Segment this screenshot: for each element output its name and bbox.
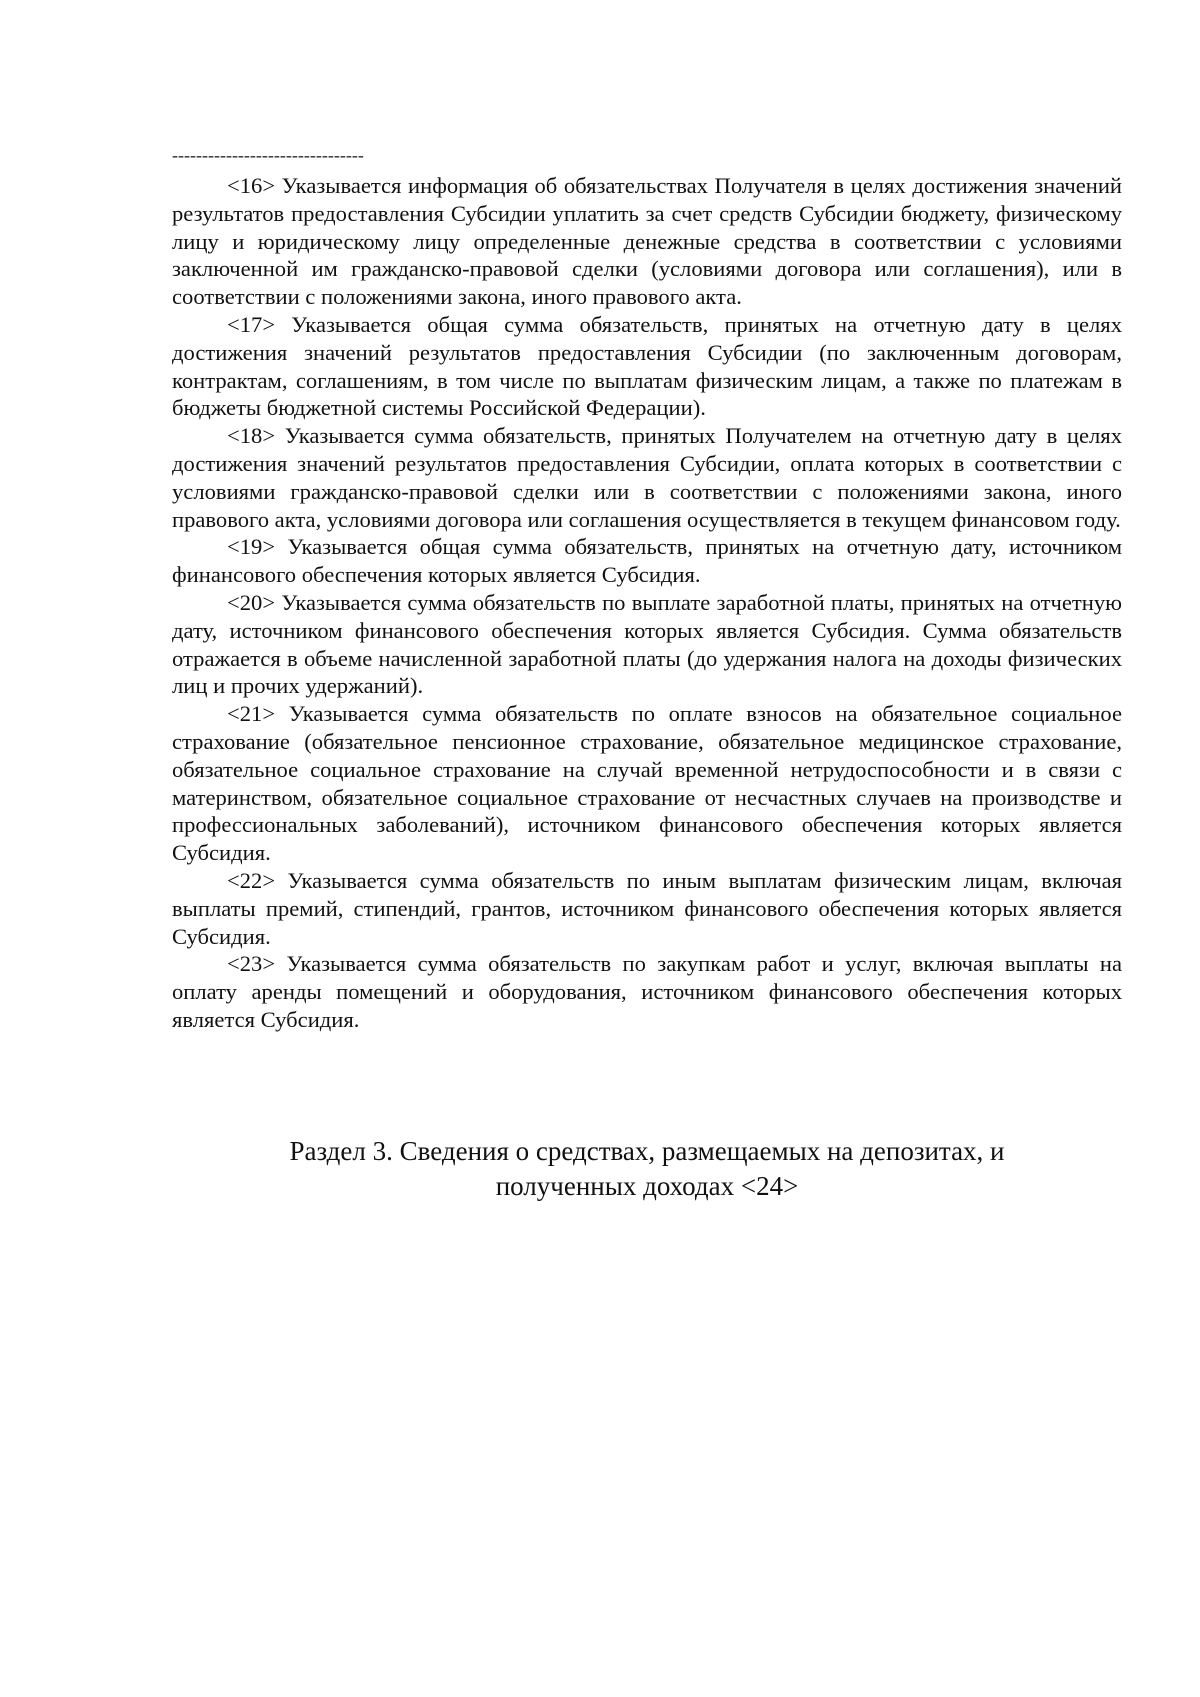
footnote-19: <19> Указывается общая сумма обязательств, принятых на отчетную дату, источником финансового обеспечения которых является Субсидия.	[172, 534, 1122, 588]
section-heading-line-1: Раздел 3. Сведения о средствах, размещаемых на депозитах, и	[289, 1136, 1005, 1166]
footnote-21: <21> Указывается сумма обязательств по оплате взносов на обязательное социальное страхование (обязательное пенсионное страхование, обязательное медицинское страхование, обязательное социальное страхование на случай временной нетрудоспособности и в связи с материнством, обязательное социальное страхование от несчастных случаев на производстве и профессиональных заболеваний), источником финансового обеспечения которых является Субсидия.	[172, 701, 1122, 866]
footnote-17: <17> Указывается общая сумма обязательств, принятых на отчетную дату в целях достижения значений результатов предоставления Субсидии (по заключенным договорам, контрактам, соглашениям, в том числе по выплатам физическим лицам, а также по платежам в бюджеты бюджетной системы Российской Федерации).	[172, 311, 1122, 421]
footnote-23: <23> Указывается сумма обязательств по закупкам работ и услуг, включая выплаты на оплату аренды помещений и оборудования, источником финансового обеспечения которых является Субсидия.	[172, 951, 1122, 1032]
footnote-22: <22> Указывается сумма обязательств по иным выплатам физическим лицам, включая выплаты премий, стипендий, грантов, источником финансового обеспечения которых является Субсидия.	[172, 867, 1122, 949]
footnotes-block	[172, 172, 1122, 1034]
footnote-20: <20> Указывается сумма обязательств по выплате заработной платы, принятых на отчетную дату, источником финансового обеспечения которых является Субсидия. Сумма обязательств отражается в объеме начисленной заработной платы (до удержания налога на доходы физических лиц и прочих удержаний).	[172, 589, 1122, 699]
footnote-18: <18> Указывается сумма обязательств, принятых Получателем на отчетную дату в целях достижения значений результатов предоставления Субсидии, оплата которых в соответствии с условиями гражданско-правовой сделки или в соответствии с положениями закона, иного правового акта, условиями договора или соглашения осуществляется в текущем финансовом году.	[172, 423, 1122, 532]
footnote-16: <16> Указывается информация об обязательствах Получателя в целях достижения значений результатов предоставления Субсидии уплатить за счет средств Субсидии бюджету, физическому лицу и юридическому лицу определенные денежные средства в соответствии с условиями заключенной им гражданско-правовой сделки (условиями договора или соглашения), или в соответствии с положениями закона, иного правового акта.	[172, 173, 1122, 310]
section-heading-line-2: полученных доходах <24>	[495, 1171, 799, 1201]
footnote-separator: --------------------------------	[172, 145, 364, 165]
section-3-heading	[172, 1134, 1122, 1204]
